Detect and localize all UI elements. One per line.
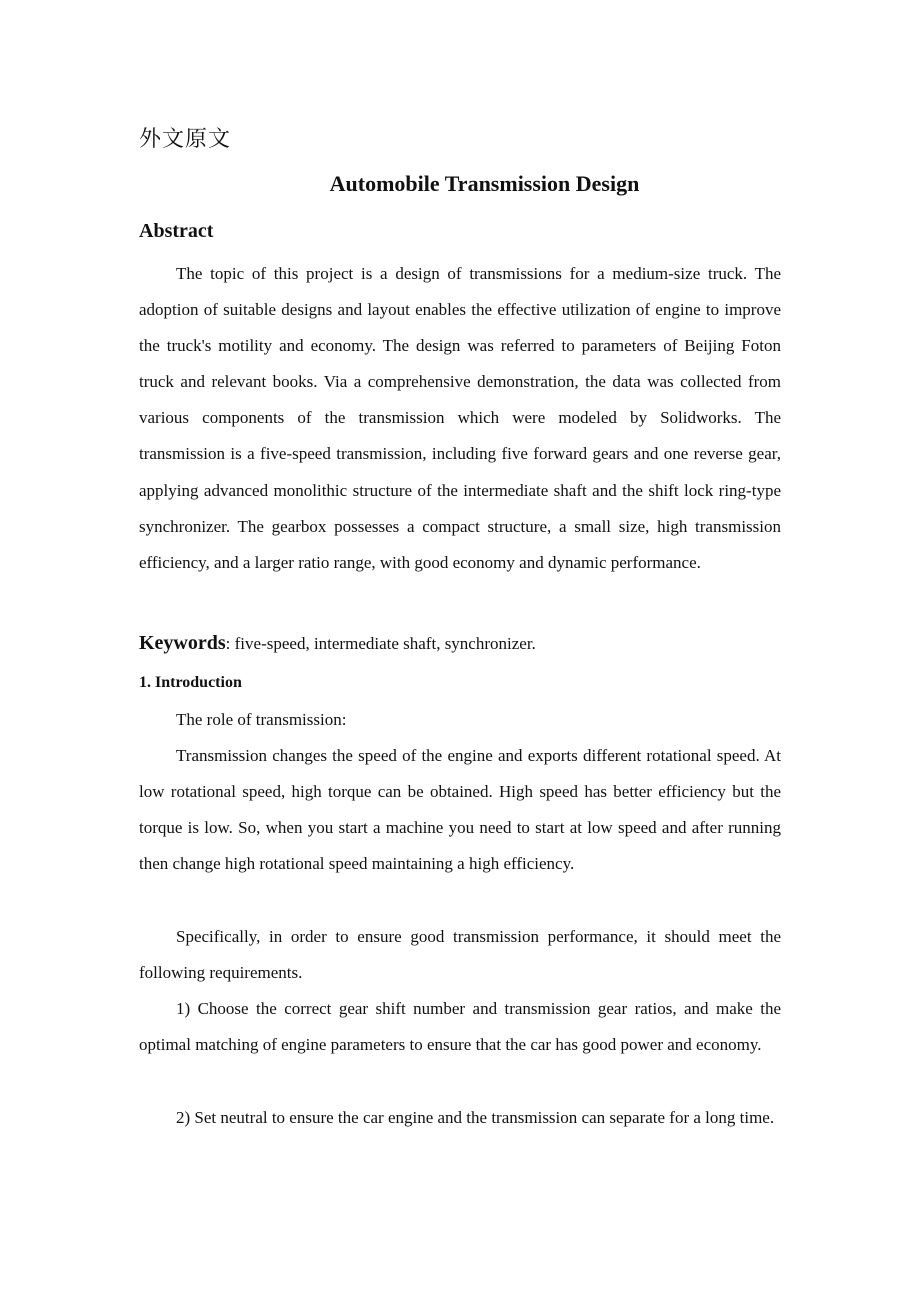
requirement-item-1: 1) Choose the correct gear shift number and transmission gear ratios, and make the optimal matching of engine parameters to ensure that the car has good power and economy. [139,999,781,1055]
introduction-heading: 1. Introduction [139,674,242,691]
intro-paragraph-requirements: Specifically, in order to ensure good transmission performance, it should meet the following requirements. [139,927,781,983]
intro-paragraph-role: The role of transmission: [176,710,347,729]
abstract-paragraph: The topic of this project is a design of transmissions for a medium-size truck. The adoption of suitable designs and layout enables the effective utilization of engine to improve the truck's motility and economy. The design was referred to parameters of Beijing Foton truck and relevant books. Via a comprehensive demonstration, the data was collected from various components of the transmission which were modeled by Solidworks. The transmission is a five-speed transmission, including five forward gears and one reverse gear, applying advanced monolithic structure of the intermediate shaft and the shift lock ring-type synchronizer. The gearbox possesses a compact structure, a small size, high transmission efficiency, and a larger ratio range, with good economy and dynamic performance. [139,264,781,572]
keywords-label: Keywords [139,632,226,654]
intro-paragraph-speed: Transmission changes the speed of the engine and exports different rotational speed. At low rotational speed, high torque can be obtained. High speed has better efficiency but the torque is low. So, when you start a machine you need to start at low speed and after running then change high rotational speed maintaining a high efficiency. [139,746,781,874]
abstract-heading: Abstract [139,220,214,242]
section-label: 外文原文 [139,127,232,152]
keywords-line [139,628,781,659]
document-title: Automobile Transmission Design [329,171,640,196]
requirement-item-2: 2) Set neutral to ensure the car engine and the transmission can separate for a long time. [176,1108,775,1127]
keywords-text: : five-speed, intermediate shaft, synchronizer. [225,634,536,653]
